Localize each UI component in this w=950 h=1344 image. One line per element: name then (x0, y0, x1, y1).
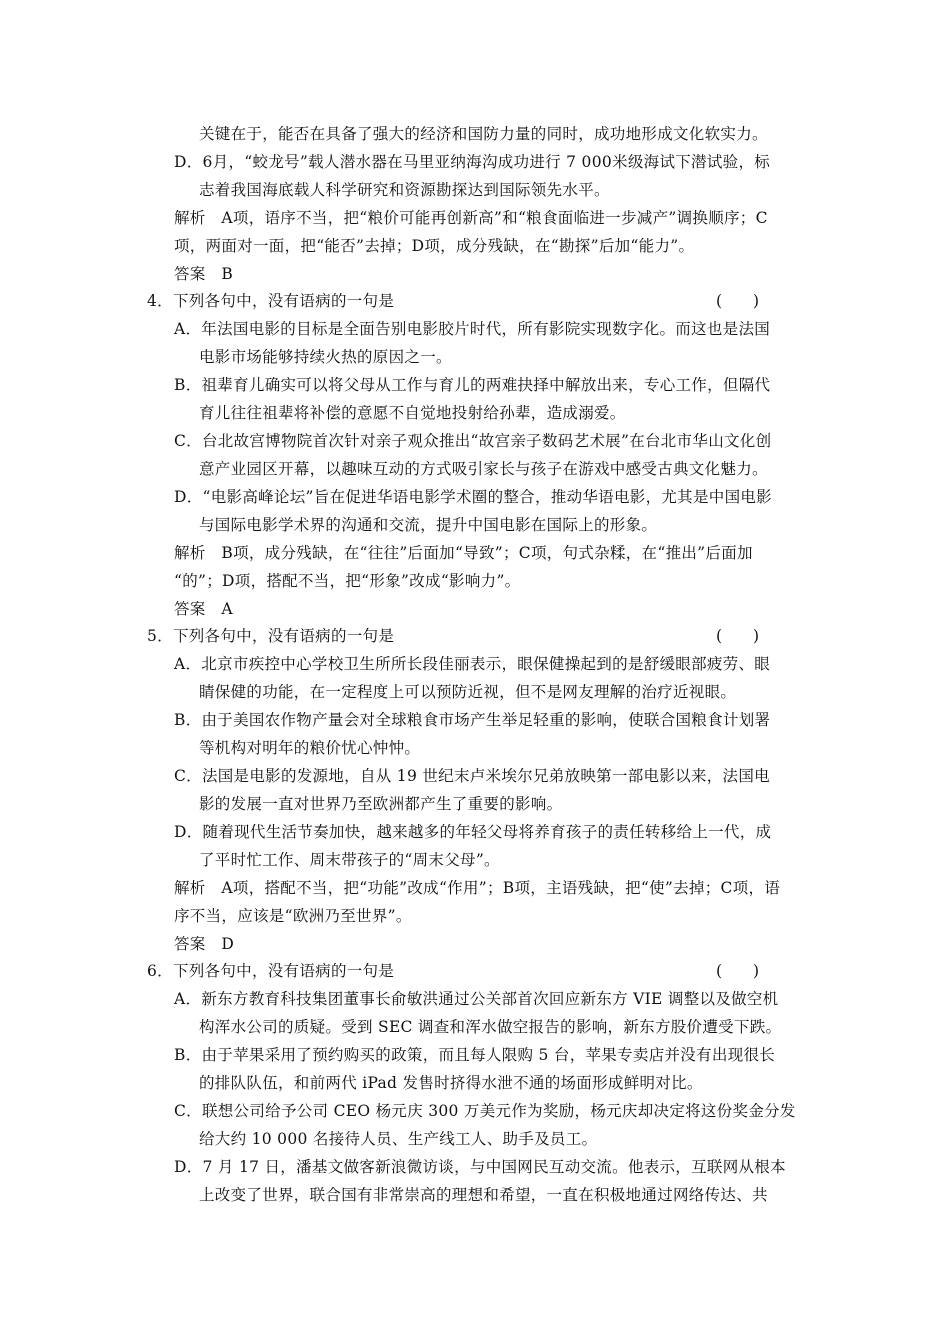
q5-analysis-line1: 解析 A项，搭配不当，把“功能”改成“作用”；B项，主语残缺，把“使”去掉；C项，语 (174, 879, 781, 897)
q4-analysis-line1: 解析 B项，成分残缺，在“往往”后面加“导致”；C项，句式杂糅，在“推出”后面加 (174, 544, 753, 562)
q6-option-b-line2: 的排队队伍，和前两代 iPad 发售时挤得水泄不通的场面形成鲜明对比。 (199, 1074, 703, 1092)
q3-analysis-line1: 解析 A项，语序不当，把“粮价可能再创新高”和“粮食面临进一步减产”调换顺序；C (174, 209, 768, 227)
q5-option-c-line1: C．法国是电影的发源地，自从 19 世纪末卢米埃尔兄弟放映第一部电影以来，法国电 (174, 767, 770, 785)
q4-option-c-line2: 意产业园区开幕，以趣味互动的方式吸引家长与孩子在游戏中感受古典文化魅力。 (199, 460, 768, 478)
q3-analysis-line2: 项，两面对一面，把“能否”去掉；D项，成分残缺，在“勘探”后加“能力”。 (174, 237, 695, 255)
q4-option-c-line1: C．台北故宫博物院首次针对亲子观众推出“故宫亲子数码艺术展”在台北市华山文化创 (174, 432, 772, 450)
q3-option-d-line2: 志着我国海底载人科学研究和资源勘探达到国际领先水平。 (199, 181, 610, 199)
q4-answer-bracket: ( ) (716, 292, 760, 310)
q6-option-b-line1: B．由于苹果采用了预约购买的政策，而且每人限购 5 台，苹果专卖店并没有出现很长 (174, 1046, 776, 1064)
q6-option-c-line1: C．联想公司给予公司 CEO 杨元庆 300 万美元作为奖励，杨元庆却决定将这份奖金分发 (174, 1102, 796, 1120)
q3-option-d-line1: D．6月，“蛟龙号”载人潜水器在马里亚纳海沟成功进行 7 000米级海试下潜试验，标 (174, 153, 771, 171)
q5-option-d-line2: 了平时忙工作、周末带孩子的“周末父母”。 (199, 851, 500, 869)
q6-option-a-line1: A．新东方教育科技集团董事长俞敏洪通过公关部首次回应新东方 VIE 调整以及做空机 (174, 990, 779, 1008)
q5-option-b-line2: 等机构对明年的粮价忧心忡忡。 (199, 739, 421, 757)
q4-option-a-line1: A．年法国电影的目标是全面告别电影胶片时代，所有影院实现数字化。而这也是法国 (174, 320, 771, 338)
q5-option-c-line2: 影的发展一直对世界乃至欧洲都产生了重要的影响。 (199, 795, 563, 813)
q4-stem: 4．下列各句中，没有语病的一句是 (147, 292, 395, 310)
q6-stem: 6．下列各句中，没有语病的一句是 (147, 962, 395, 980)
q5-option-b-line1: B．由于美国农作物产量会对全球粮食市场产生举足轻重的影响，使联合国粮食计划署 (174, 711, 771, 729)
q6-answer-bracket: ( ) (716, 962, 760, 980)
q3-option-c-continuation: 关键在于，能否在具备了强大的经济和国防力量的同时，成功地形成文化软实力。 (199, 125, 768, 143)
q3-answer: 答案 B (174, 265, 234, 283)
q4-option-b-line2: 育儿往往祖辈将补偿的意愿不自觉地投射给孙辈，造成溺爱。 (199, 404, 626, 422)
q5-option-d-line1: D．随着现代生活节奏加快，越来越多的年轻父母将养育孩子的责任转移给上一代，成 (174, 823, 772, 841)
q5-option-a-line1: A．北京市疾控中心学校卫生所所长段佳丽表示，眼保健操起到的是舒缓眼部疲劳、眼 (174, 655, 771, 673)
q4-answer: 答案 A (174, 600, 233, 618)
q4-option-d-line1: D．“电影高峰论坛”旨在促进华语电影学术圈的整合，推动华语电影，尤其是中国电影 (174, 488, 772, 506)
q5-analysis-line2: 序不当，应该是“欧洲乃至世界”。 (174, 907, 412, 925)
q5-stem: 5．下列各句中，没有语病的一句是 (147, 627, 395, 645)
q6-option-c-line2: 给大约 10 000 名接待人员、生产线工人、助手及员工。 (199, 1130, 598, 1148)
q6-option-d-line2: 上改变了世界，联合国有非常崇高的理想和希望，一直在积极地通过网络传达、共 (199, 1186, 768, 1204)
q5-option-a-line2: 睛保健的功能，在一定程度上可以预防近视，但不是网友理解的治疗近视眼。 (199, 683, 737, 701)
q5-answer-bracket: ( ) (716, 627, 760, 645)
q4-option-b-line1: B．祖辈育儿确实可以将父母从工作与育儿的两难抉择中解放出来，专心工作，但隔代 (174, 376, 771, 394)
q4-option-d-line2: 与国际电影学术界的沟通和交流，提升中国电影在国际上的形象。 (199, 516, 658, 534)
q4-analysis-line2: “的”；D项，搭配不当，把“形象”改成“影响力”。 (174, 572, 521, 590)
q6-option-a-line2: 构浑水公司的质疑。受到 SEC 调查和浑水做空报告的影响，新东方股价遭受下跌。 (199, 1018, 782, 1036)
q4-option-a-line2: 电影市场能够持续火热的原因之一。 (199, 348, 452, 366)
q6-option-d-line1: D．7 月 17 日，潘基文做客新浪微访谈，与中国网民互动交流。他表示，互联网从根本 (174, 1158, 786, 1176)
q5-answer: 答案 D (174, 935, 235, 953)
